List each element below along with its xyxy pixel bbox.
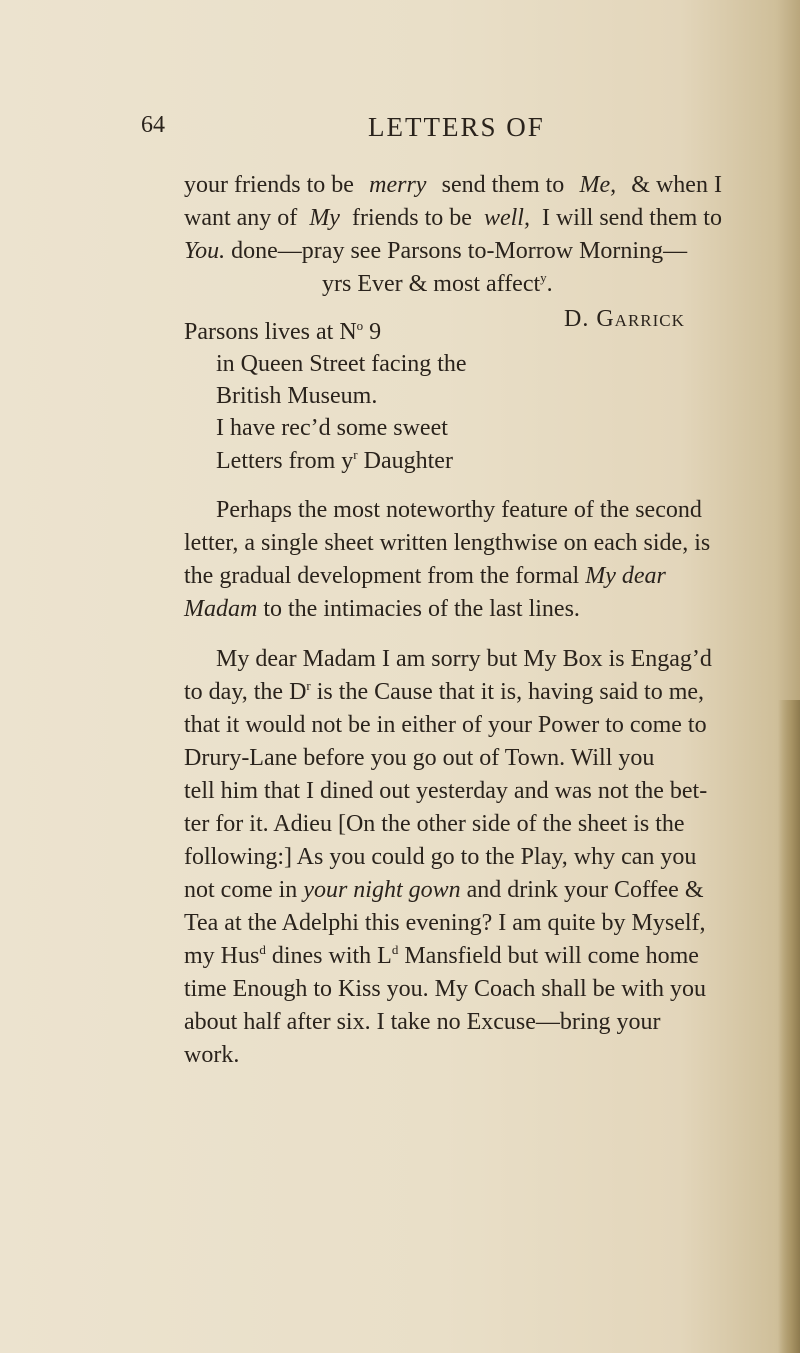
letter2-line-9: Tea at the Adelphi this evening? I am quite by Myself, bbox=[184, 910, 706, 936]
letter1-line-1: your friends to be merry send them to Me, & when I bbox=[184, 172, 722, 198]
letter2-line-8: not come in your night gown and drink your Coffee & bbox=[184, 877, 704, 903]
commentary-line-4: Madam to the intimacies of the last lines. bbox=[184, 596, 580, 622]
letter2-line-1: My dear Madam I am sorry but My Box is Engag’d bbox=[216, 646, 712, 672]
letter1-signature: D. Garrick bbox=[564, 306, 685, 332]
letter2-line-6: ter for it. Adieu [On the other side of the sheet is the bbox=[184, 811, 685, 837]
postscript-line-1: Parsons lives at $N^o$ 9 bbox=[184, 318, 382, 345]
letter2-line-5: tell him that I dined out yesterday and was not the bet- bbox=[184, 778, 708, 804]
page-header bbox=[0, 112, 800, 152]
letter2-line-4: Drury-Lane before you go out of Town. Will you bbox=[184, 745, 655, 771]
letter1-closing: yrs Ever & most affect$^y$. bbox=[322, 270, 553, 297]
letter2-line-7: following:] As you could go to the Play, why can you bbox=[184, 844, 697, 870]
page-edge-shadow bbox=[778, 700, 800, 1353]
postscript-line-3: British Museum. bbox=[216, 383, 378, 409]
letter2-line-13: work. bbox=[184, 1042, 240, 1068]
commentary-line-1: Perhaps the most noteworthy feature of the second bbox=[216, 497, 702, 523]
letter2-line-2: to day, the $D^r$ is the Cause that it is, having said to me, bbox=[184, 678, 705, 705]
letter2-line-3: that it would not be in either of your Power to come to bbox=[184, 712, 707, 738]
running-title: LETTERS OF bbox=[368, 112, 545, 142]
letter1-line-3: You. done—pray see Parsons to-Morrow Morning— bbox=[184, 238, 688, 264]
postscript-line-2: in Queen Street facing the bbox=[216, 351, 467, 377]
letter2-line-11: time Enough to Kiss you. My Coach shall be with you bbox=[184, 976, 706, 1002]
postscript-line-4: I have rec’d some sweet bbox=[216, 415, 448, 441]
letter2-line-12: about half after six. I take no Excuse—bring your bbox=[184, 1009, 661, 1035]
letter1-line-2: want any of My friends to be well, I will send them to bbox=[184, 205, 722, 231]
commentary-line-3: the gradual development from the formal My dear bbox=[184, 563, 666, 589]
page-number: 64 bbox=[141, 112, 165, 138]
letter2-line-10: my Hus$^d$ dines with $L^d$ Mansfield but will come home bbox=[184, 942, 699, 969]
postscript-line-5: Letters from $y^r$ Daughter bbox=[216, 447, 453, 474]
commentary-line-2: letter, a single sheet written lengthwise on each side, is bbox=[184, 530, 711, 556]
